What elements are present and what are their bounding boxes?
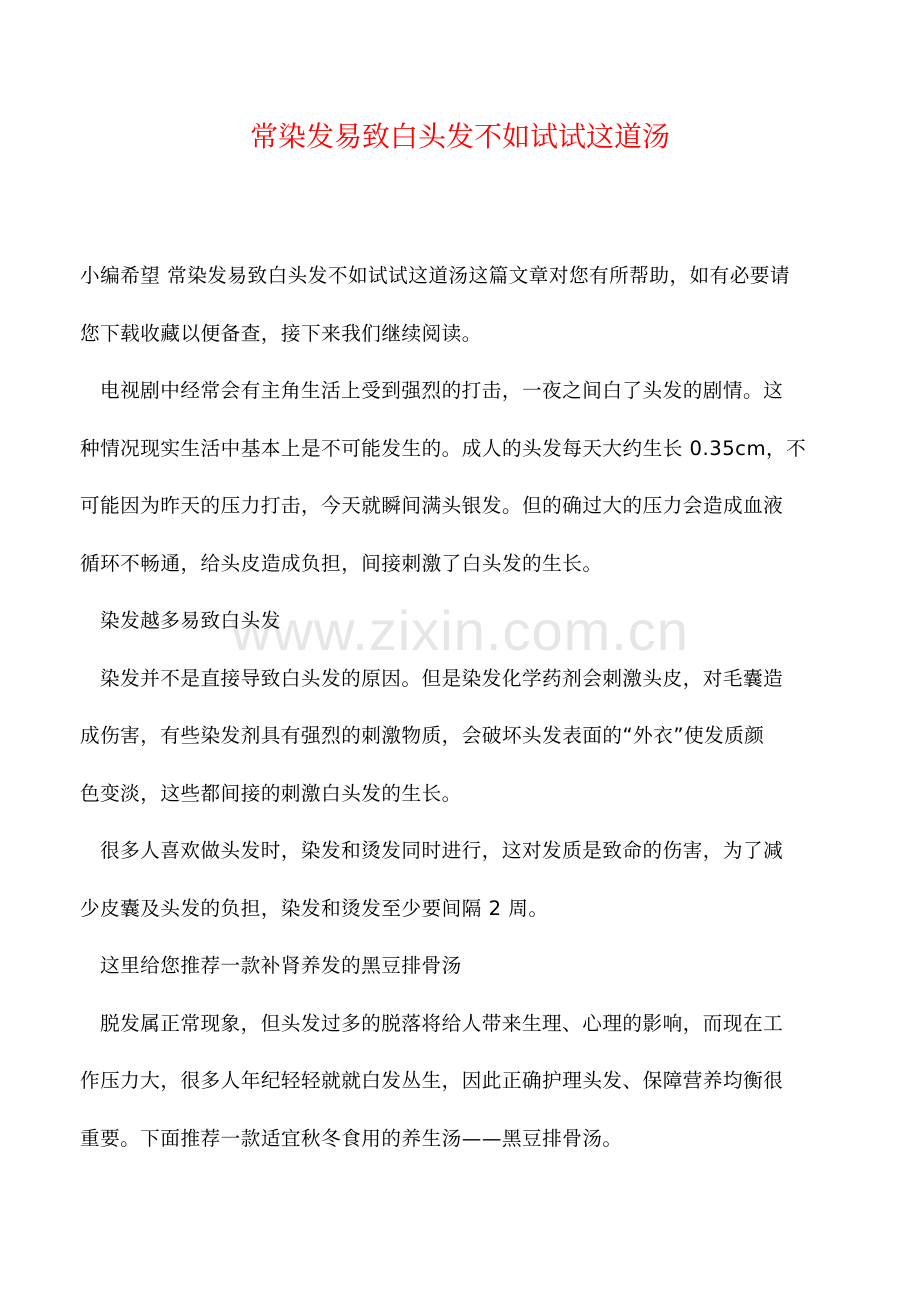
- page-title: 常染发易致白头发不如试试这道汤: [249, 120, 670, 153]
- paragraph-line: 很多人喜欢做头发时，染发和烫发同时进行，这对发质是致命的伤害，为了减: [100, 839, 784, 862]
- section-heading: [80, 937, 850, 995]
- paragraph-line: 循环不畅通，给头皮造成负担，间接刺激了白头发的生长。: [80, 551, 603, 575]
- paragraph-line: 小编希望 常染发易致白头发不如试试这道汤这篇文章对您有所帮助，如有必要请: [80, 264, 791, 287]
- body-paragraph: [80, 995, 850, 1168]
- paragraph-line: 色变淡，这些都间接的刺激白头发的生长。: [80, 781, 462, 805]
- section-heading: [80, 592, 850, 650]
- paragraph-line: 染发并不是直接导致白头发的原因。但是染发化学药剂会刺激头皮，对毛囊造: [100, 666, 784, 690]
- intro-paragraph: [80, 247, 850, 362]
- body-paragraph: [80, 362, 850, 592]
- paragraph-line: 作压力大，很多人年纪轻轻就就白发丛生，因此正确护理头发、保障营养均衡很: [80, 1069, 784, 1092]
- paragraph-line: 这里给您推荐一款补肾养发的黑豆排骨汤: [100, 954, 462, 977]
- watermark: www.zixin.com.cn: [231, 599, 689, 662]
- paragraph-line: 少皮囊及头发的负担，染发和烫发至少要间隔 2 周。: [80, 896, 549, 920]
- paragraph-line: 可能因为昨天的压力打击，今天就瞬间满头银发。但的确过大的压力会造成血液: [80, 494, 784, 517]
- body-paragraph: [80, 650, 850, 823]
- paragraph-line: 种情况现实生活中基本上是不可能发生的。成人的头发每天大约生长 0.35cm，不: [80, 436, 807, 460]
- body-paragraph: [80, 822, 850, 937]
- paragraph-line: 染发越多易致白头发: [100, 609, 281, 632]
- paragraph-line: 电视剧中经常会有主角生活上受到强烈的打击，一夜之间白了头发的剧情。这: [100, 379, 784, 402]
- paragraph-line: 脱发属正常现象，但头发过多的脱落将给人带来生理、心理的影响，而现在工: [100, 1011, 784, 1035]
- paragraph-line: 重要。下面推荐一款适宜秋冬食用的养生汤——黑豆排骨汤。: [80, 1126, 623, 1150]
- paragraph-line: 成伤害，有些染发剂具有强烈的刺激物质，会破坏头发表面的“外衣”使发质颜: [80, 724, 765, 747]
- paragraph-line: 您下载收藏以便备查，接下来我们继续阅读。: [80, 321, 482, 345]
- article-body: [80, 247, 850, 1167]
